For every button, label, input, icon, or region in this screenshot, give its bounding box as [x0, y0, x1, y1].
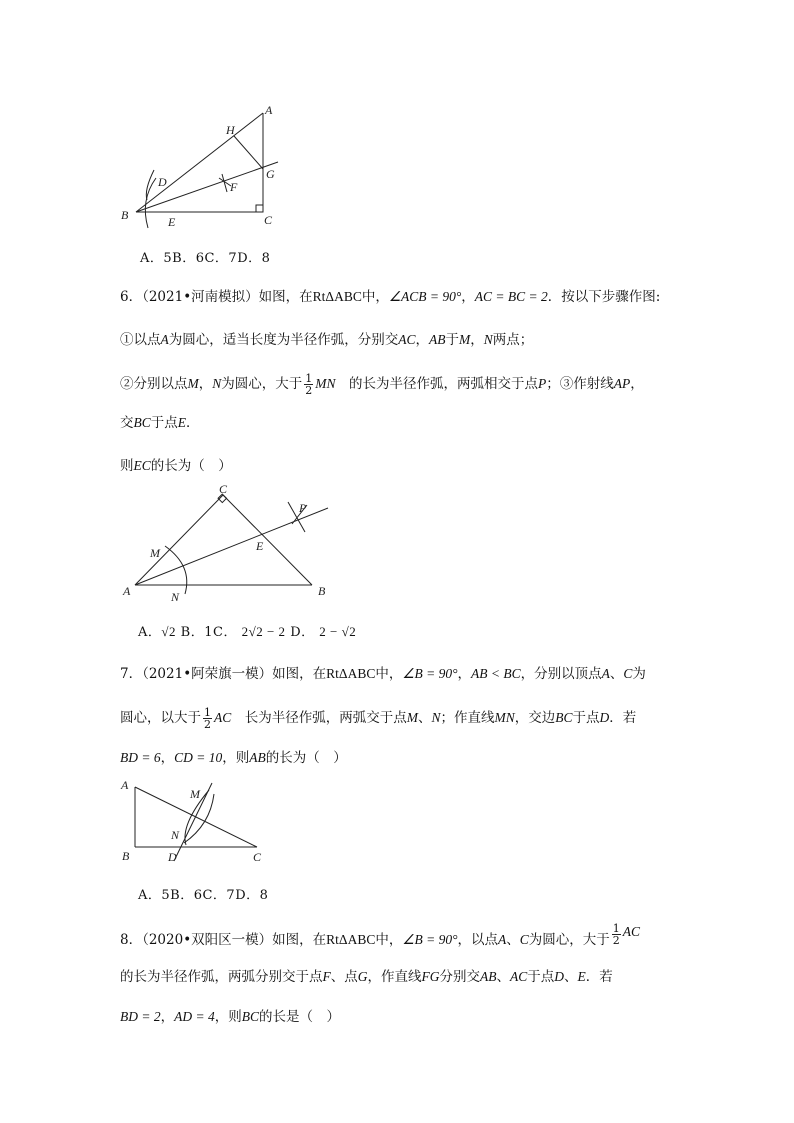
q6-text: 的长为半径作弧，两弧相交于点: [349, 376, 539, 392]
q8-text: 、点: [330, 969, 358, 985]
q6-text: ．按以下步骤作图:: [547, 289, 661, 305]
fraction-numerator: 1: [612, 922, 620, 935]
fig2-label-M: M: [150, 546, 160, 560]
fig3-label-M: M: [190, 787, 200, 801]
q5-options: A．5B．6C．7D．8: [140, 251, 271, 266]
fig3-label-A: A: [121, 778, 129, 792]
q6-text: 如图，在: [258, 289, 313, 305]
q7-line2: 圆心，以大于 $\frac{1}{2}$ AC 长为半径作弧，两弧交于点M、N；作直线MN，交边BC于点D．若: [120, 706, 637, 731]
q8-point: D: [554, 969, 565, 984]
fig2-label-A: A: [123, 584, 131, 598]
q7-condition: ∠B = 90°: [402, 666, 458, 681]
q8-text: 如图，在: [272, 932, 327, 948]
q6-text: 的长为（ ）: [150, 458, 232, 474]
q6-condition: AC = BC = 2: [474, 289, 548, 304]
q7-segment: BC: [555, 710, 573, 725]
option-label: D．: [290, 625, 315, 640]
q6-text: ；③作射线: [546, 376, 614, 392]
q8-segment: AC: [510, 969, 528, 984]
q6-point: N: [483, 332, 493, 347]
q6-fraction: [304, 373, 313, 396]
q8-point: E: [577, 969, 586, 984]
q6-triangle: RtΔABC: [312, 289, 362, 304]
q7-text: 圆心，以大于: [120, 710, 201, 726]
q8-point: A: [497, 932, 507, 947]
q6-text: 于: [445, 332, 460, 348]
q7-segment: MN: [494, 710, 515, 725]
q7-segment: AC: [214, 710, 232, 725]
fig1-label-E: E: [168, 215, 176, 229]
q8-point: C: [519, 932, 529, 947]
q6-source: （2021•河南模拟）: [142, 289, 259, 305]
q7-text: ，分别以顶点: [520, 666, 602, 682]
q7-point: M: [406, 710, 419, 725]
q8-triangle: RtΔABC: [326, 932, 376, 947]
q6-text: 为圆心，适当长度为半径作弧，分别交: [168, 332, 399, 348]
q8-text: 为圆心，大于: [528, 932, 610, 948]
q8-line1: 8．（2020•双阳区一模）如图，在RtΔABC中，∠B = 90°，以点A、C为圆心，大于 $\frac{1}{2}$ AC: [120, 922, 641, 948]
q8-condition: BD = 2: [120, 1009, 161, 1024]
fraction-denominator: 2: [204, 718, 211, 731]
fig1-label-B: B: [121, 208, 129, 222]
q6-text: 于点: [150, 415, 178, 431]
fig2-label-N: N: [171, 590, 180, 604]
q6-condition: ∠ACB = 90°: [388, 289, 462, 304]
q8-line2: 的长为半径作弧，两弧分别交于点F、点G，作直线FG分别交AB、AC于点D、E．若: [120, 969, 613, 985]
q6-step1: ①以点A为圆心，适当长度为半径作弧，分别交AC，AB于M，N两点；: [120, 332, 534, 348]
q6-segment: AB: [429, 332, 446, 347]
q8-condition: AD = 4: [174, 1009, 215, 1024]
q7-text: ．若: [609, 710, 637, 726]
q6-point: P: [538, 376, 547, 391]
fig3-label-N: N: [171, 828, 180, 842]
fig2-label-P: P: [299, 501, 307, 515]
fig1-label-F: F: [230, 180, 238, 194]
fig2-label-B: B: [318, 584, 326, 598]
figure-q5: [110, 100, 300, 235]
q6-segment: EC: [133, 458, 151, 473]
q6-segment: AC: [398, 332, 416, 347]
q7-segment: AB: [249, 750, 266, 765]
option-value: 2√2 − 2: [241, 624, 286, 639]
q6-point: M: [187, 376, 199, 391]
q7-condition: CD = 10: [174, 750, 223, 765]
q8-source: （2020•双阳区一模）: [142, 932, 273, 948]
q7-text: ，则: [222, 750, 250, 766]
q6-line1: 6．（2021•河南模拟）如图，在RtΔABC中，∠ACB = 90°，AC = BC = 2．按以下步骤作图:: [120, 289, 661, 305]
q6-segment: AP: [613, 376, 631, 391]
q8-text: ，作直线: [367, 969, 422, 985]
q7-text: 长为半径作弧，两弧交于点: [244, 710, 407, 726]
q8-line3: BD = 2，AD = 4，则BC的长是（ ）: [120, 1009, 340, 1025]
q6-text: 交: [120, 415, 134, 431]
q7-point: D: [599, 710, 610, 725]
q6-text: ②分别以点: [120, 376, 188, 392]
q8-segment: AB: [480, 969, 497, 984]
q7-text: 的长为（ ）: [265, 750, 347, 766]
q7-options: A．5B．6C．7D．8: [138, 888, 269, 903]
q6-number: 6．: [120, 289, 143, 305]
q7-condition: AB < BC: [470, 666, 521, 681]
q8-text: ，则: [214, 1009, 242, 1025]
fig3-label-D: D: [168, 850, 177, 864]
q6-text: 两点；: [492, 332, 534, 348]
option-label: B．1C．: [180, 625, 237, 640]
fraction-numerator: 1: [305, 372, 313, 385]
q8-condition: ∠B = 90°: [402, 932, 458, 947]
q6-text: 中，: [361, 289, 389, 305]
q6-segment: MN: [315, 376, 336, 391]
q8-text: 的长是（ ）: [258, 1009, 340, 1025]
q6-point: A: [160, 332, 169, 347]
q6-options: [138, 621, 356, 640]
q6-point: N: [212, 376, 222, 391]
fig1-label-H: H: [226, 123, 235, 137]
q7-point: A: [601, 666, 610, 681]
q7-fraction: [203, 707, 212, 730]
q8-text: 的长为半径作弧，两弧分别交于点: [120, 969, 323, 985]
q8-fraction: [612, 923, 621, 946]
q8-text: 分别交: [439, 969, 480, 985]
q7-text: 为: [632, 666, 646, 682]
q7-text: 于点: [572, 710, 600, 726]
q8-text: ，以点: [457, 932, 498, 948]
q7-point: N: [431, 710, 441, 725]
q7-text: 如图，在: [272, 666, 327, 682]
q7-point: C: [623, 666, 633, 681]
fraction-denominator: 2: [305, 384, 313, 397]
figure-q6: [115, 480, 345, 605]
q6-text: ①以点: [120, 332, 161, 348]
q8-text: 中，: [375, 932, 403, 948]
q6-step3: 交BC于点E．: [120, 415, 200, 431]
fig1-label-C: C: [264, 213, 273, 227]
q8-segment: FG: [421, 969, 440, 984]
fig1-label-D: D: [158, 175, 167, 189]
q7-source: （2021•阿荣旗一模）: [142, 666, 273, 682]
q7-text: ；作直线: [440, 710, 495, 726]
q8-segment: AC: [622, 924, 641, 939]
option-value: 2 − √2: [319, 624, 357, 639]
fig2-label-E: E: [256, 539, 264, 553]
fraction-denominator: 2: [612, 934, 620, 947]
option-label: A．: [138, 625, 162, 640]
q8-point: G: [357, 969, 368, 984]
q8-point: F: [322, 969, 331, 984]
fig2-label-C: C: [219, 482, 228, 496]
q8-text: ．若: [585, 969, 613, 985]
q8-text: 于点: [527, 969, 555, 985]
q7-line3: BD = 6，CD = 10，则AB的长为（ ）: [120, 750, 347, 766]
q6-text: 为圆心，大于: [221, 376, 303, 392]
q7-line1: 7．（2021•阿荣旗一模）如图，在RtΔABC中，∠B = 90°，AB < BC，分别以顶点A、C为: [120, 666, 646, 682]
q6-ask: [120, 454, 232, 474]
fig1-label-G: G: [266, 167, 275, 181]
fig1-label-A: A: [265, 103, 273, 117]
fraction-numerator: 1: [204, 706, 211, 719]
q7-text: 中，: [375, 666, 403, 682]
q6-point: M: [459, 332, 471, 347]
q6-text: 则: [120, 458, 134, 474]
q7-number: 7．: [120, 666, 143, 682]
q7-condition: BD = 6: [120, 750, 161, 765]
fig3-label-C: C: [253, 850, 262, 864]
q8-number: 8．: [120, 932, 143, 948]
q6-point: E: [177, 415, 187, 430]
q8-segment: BC: [241, 1009, 259, 1024]
q6-step2: ②分别以点M，N为圆心，大于 $\frac{1}{2}$ MN 的长为半径作弧，两弧相交于点P；③作射线AP，: [120, 372, 644, 397]
figure-q7: [112, 775, 272, 870]
fig3-label-B: B: [122, 849, 130, 863]
option-value: √2: [161, 624, 177, 639]
q7-triangle: RtΔABC: [326, 666, 376, 681]
q7-text: ，交边: [514, 710, 556, 726]
q6-segment: BC: [133, 415, 151, 430]
